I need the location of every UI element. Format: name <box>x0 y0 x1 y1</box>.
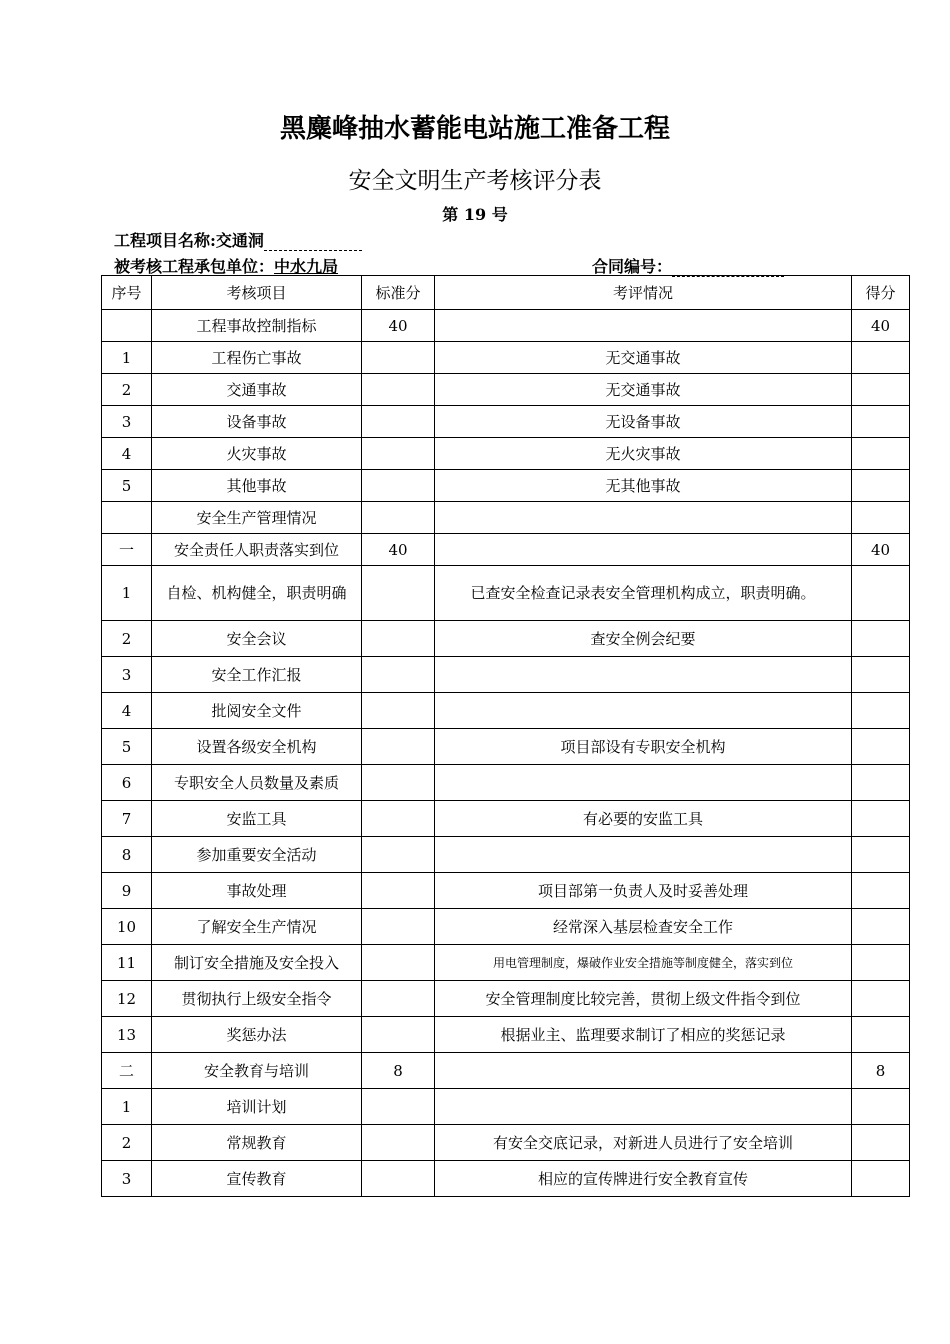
score-table-body <box>102 276 910 1197</box>
seq-cell: 2 <box>102 374 152 406</box>
contract-number-line <box>592 254 784 277</box>
standard-score-cell <box>362 374 435 406</box>
header-standard-score-cell: 标准分 <box>362 276 435 310</box>
table-row <box>102 374 910 406</box>
score-cell: 40 <box>852 310 910 342</box>
standard-score-cell <box>362 502 435 534</box>
score-cell <box>852 801 910 837</box>
seq-cell: 5 <box>102 470 152 502</box>
evaluation-cell: 无设备事故 <box>435 406 852 438</box>
table-row <box>102 1161 910 1197</box>
standard-score-cell <box>362 801 435 837</box>
standard-score-cell <box>362 765 435 801</box>
score-cell <box>852 1125 910 1161</box>
contractor-label: 被考核工程承包单位： <box>114 257 275 276</box>
item-cell: 安全工作汇报 <box>152 657 362 693</box>
item-cell: 设置各级安全机构 <box>152 729 362 765</box>
seq-cell: 3 <box>102 657 152 693</box>
evaluation-cell: 项目部设有专职安全机构 <box>435 729 852 765</box>
score-cell <box>852 657 910 693</box>
item-cell: 贯彻执行上级安全指令 <box>152 981 362 1017</box>
score-cell: 40 <box>852 534 910 566</box>
form-number: 第 19 号 <box>442 205 508 224</box>
table-row <box>102 1053 910 1089</box>
score-cell <box>852 1089 910 1125</box>
seq-cell: 3 <box>102 1161 152 1197</box>
project-name-blank <box>264 234 362 251</box>
table-row <box>102 873 910 909</box>
contract-number-label: 合同编号： <box>592 257 673 276</box>
standard-score-cell <box>362 1017 435 1053</box>
document-title: 黑麋峰抽水蓄能电站施工准备工程 <box>279 114 670 144</box>
standard-score-cell <box>362 621 435 657</box>
evaluation-cell <box>435 693 852 729</box>
evaluation-cell: 安全管理制度比较完善，贯彻上级文件指令到位 <box>435 981 852 1017</box>
seq-cell: 6 <box>102 765 152 801</box>
evaluation-cell: 项目部第一负责人及时妥善处理 <box>435 873 852 909</box>
evaluation-cell <box>435 534 852 566</box>
item-cell: 其他事故 <box>152 470 362 502</box>
score-cell <box>852 470 910 502</box>
seq-cell: 9 <box>102 873 152 909</box>
evaluation-cell <box>435 310 852 342</box>
table-row <box>102 438 910 470</box>
item-cell: 火灾事故 <box>152 438 362 470</box>
table-row <box>102 502 910 534</box>
seq-cell: 10 <box>102 909 152 945</box>
standard-score-cell <box>362 566 435 621</box>
evaluation-cell <box>435 1089 852 1125</box>
standard-score-cell: 40 <box>362 534 435 566</box>
score-cell <box>852 765 910 801</box>
seq-cell: 一 <box>102 534 152 566</box>
header-evaluation-cell: 考评情况 <box>435 276 852 310</box>
item-cell: 工程伤亡事故 <box>152 342 362 374</box>
item-cell: 参加重要安全活动 <box>152 837 362 873</box>
score-cell <box>852 342 910 374</box>
seq-cell: 7 <box>102 801 152 837</box>
evaluation-cell: 有安全交底记录，对新进人员进行了安全培训 <box>435 1125 852 1161</box>
seq-cell <box>102 310 152 342</box>
item-cell: 事故处理 <box>152 873 362 909</box>
table-row <box>102 729 910 765</box>
item-cell: 安全责任人职责落实到位 <box>152 534 362 566</box>
score-cell <box>852 909 910 945</box>
table-row <box>102 909 910 945</box>
score-cell <box>852 438 910 470</box>
seq-cell <box>102 502 152 534</box>
item-cell: 安监工具 <box>152 801 362 837</box>
seq-cell: 2 <box>102 1125 152 1161</box>
table-row <box>102 1017 910 1053</box>
evaluation-cell <box>435 502 852 534</box>
seq-cell: 1 <box>102 342 152 374</box>
evaluation-cell <box>435 657 852 693</box>
seq-cell: 4 <box>102 438 152 470</box>
item-cell: 交通事故 <box>152 374 362 406</box>
evaluation-cell: 已查安全检查记录表安全管理机构成立，职责明确。 <box>435 566 852 621</box>
evaluation-cell: 经常深入基层检查安全工作 <box>435 909 852 945</box>
evaluation-cell: 相应的宣传牌进行安全教育宣传 <box>435 1161 852 1197</box>
standard-score-cell <box>362 406 435 438</box>
header-seq-cell: 序号 <box>102 276 152 310</box>
project-name-value: 交通洞 <box>215 231 264 250</box>
score-table <box>101 275 910 1197</box>
standard-score-cell <box>362 945 435 981</box>
item-cell: 了解安全生产情况 <box>152 909 362 945</box>
item-cell: 设备事故 <box>152 406 362 438</box>
standard-score-cell: 40 <box>362 310 435 342</box>
item-cell: 常规教育 <box>152 1125 362 1161</box>
score-cell <box>852 566 910 621</box>
evaluation-cell <box>435 837 852 873</box>
seq-cell: 3 <box>102 406 152 438</box>
evaluation-cell <box>435 1053 852 1089</box>
standard-score-cell <box>362 1161 435 1197</box>
seq-cell: 1 <box>102 566 152 621</box>
contractor-value: 中水九局 <box>274 257 339 276</box>
evaluation-cell: 查安全例会纪要 <box>435 621 852 657</box>
standard-score-cell <box>362 909 435 945</box>
seq-cell: 1 <box>102 1089 152 1125</box>
table-row <box>102 1089 910 1125</box>
document-subtitle: 安全文明生产考核评分表 <box>348 168 602 194</box>
table-row <box>102 981 910 1017</box>
item-cell: 工程事故控制指标 <box>152 310 362 342</box>
score-cell <box>852 945 910 981</box>
standard-score-cell <box>362 470 435 502</box>
evaluation-cell: 无火灾事故 <box>435 438 852 470</box>
standard-score-cell <box>362 837 435 873</box>
score-cell <box>852 502 910 534</box>
table-row <box>102 342 910 374</box>
standard-score-cell <box>362 873 435 909</box>
standard-score-cell <box>362 438 435 470</box>
evaluation-cell <box>435 765 852 801</box>
header-item-cell: 考核项目 <box>152 276 362 310</box>
score-cell <box>852 621 910 657</box>
standard-score-cell <box>362 729 435 765</box>
evaluation-cell: 无交通事故 <box>435 342 852 374</box>
score-cell <box>852 1161 910 1197</box>
evaluation-cell: 无交通事故 <box>435 374 852 406</box>
table-row <box>102 310 910 342</box>
table-row <box>102 566 910 621</box>
score-cell <box>852 837 910 873</box>
item-cell: 奖惩办法 <box>152 1017 362 1053</box>
seq-cell: 5 <box>102 729 152 765</box>
project-name-label: 工程项目名称: <box>114 231 216 250</box>
standard-score-cell <box>362 342 435 374</box>
standard-score-cell <box>362 1125 435 1161</box>
project-name-line <box>114 228 362 251</box>
contractor-line <box>114 254 338 277</box>
score-cell <box>852 873 910 909</box>
seq-cell: 2 <box>102 621 152 657</box>
table-row <box>102 470 910 502</box>
score-cell <box>852 374 910 406</box>
standard-score-cell <box>362 1089 435 1125</box>
item-cell: 批阅安全文件 <box>152 693 362 729</box>
score-cell <box>852 1017 910 1053</box>
seq-cell: 12 <box>102 981 152 1017</box>
item-cell: 安全生产管理情况 <box>152 502 362 534</box>
table-row <box>102 693 910 729</box>
seq-cell: 8 <box>102 837 152 873</box>
table-row <box>102 765 910 801</box>
table-row <box>102 621 910 657</box>
item-cell: 专职安全人员数量及素质 <box>152 765 362 801</box>
seq-cell: 二 <box>102 1053 152 1089</box>
seq-cell: 4 <box>102 693 152 729</box>
table-row <box>102 657 910 693</box>
table-row <box>102 534 910 566</box>
evaluation-cell: 根据业主、监理要求制订了相应的奖惩记录 <box>435 1017 852 1053</box>
score-cell <box>852 981 910 1017</box>
item-cell: 培训计划 <box>152 1089 362 1125</box>
table-row <box>102 945 910 981</box>
score-cell <box>852 693 910 729</box>
evaluation-cell: 有必要的安监工具 <box>435 801 852 837</box>
table-row <box>102 406 910 438</box>
standard-score-cell <box>362 693 435 729</box>
score-cell <box>852 406 910 438</box>
evaluation-cell: 无其他事故 <box>435 470 852 502</box>
table-header-row <box>102 276 910 310</box>
score-cell <box>852 729 910 765</box>
item-cell: 安全会议 <box>152 621 362 657</box>
evaluation-cell: 用电管理制度，爆破作业安全措施等制度健全，落实到位 <box>435 945 852 981</box>
seq-cell: 11 <box>102 945 152 981</box>
item-cell: 安全教育与培训 <box>152 1053 362 1089</box>
standard-score-cell <box>362 657 435 693</box>
standard-score-cell: 8 <box>362 1053 435 1089</box>
score-cell: 8 <box>852 1053 910 1089</box>
item-cell: 宣传教育 <box>152 1161 362 1197</box>
item-cell: 制订安全措施及安全投入 <box>152 945 362 981</box>
item-cell: 自检、机构健全，职责明确 <box>152 566 362 621</box>
standard-score-cell <box>362 981 435 1017</box>
table-row <box>102 801 910 837</box>
seq-cell: 13 <box>102 1017 152 1053</box>
header-score-cell: 得分 <box>852 276 910 310</box>
table-row <box>102 1125 910 1161</box>
table-row <box>102 837 910 873</box>
